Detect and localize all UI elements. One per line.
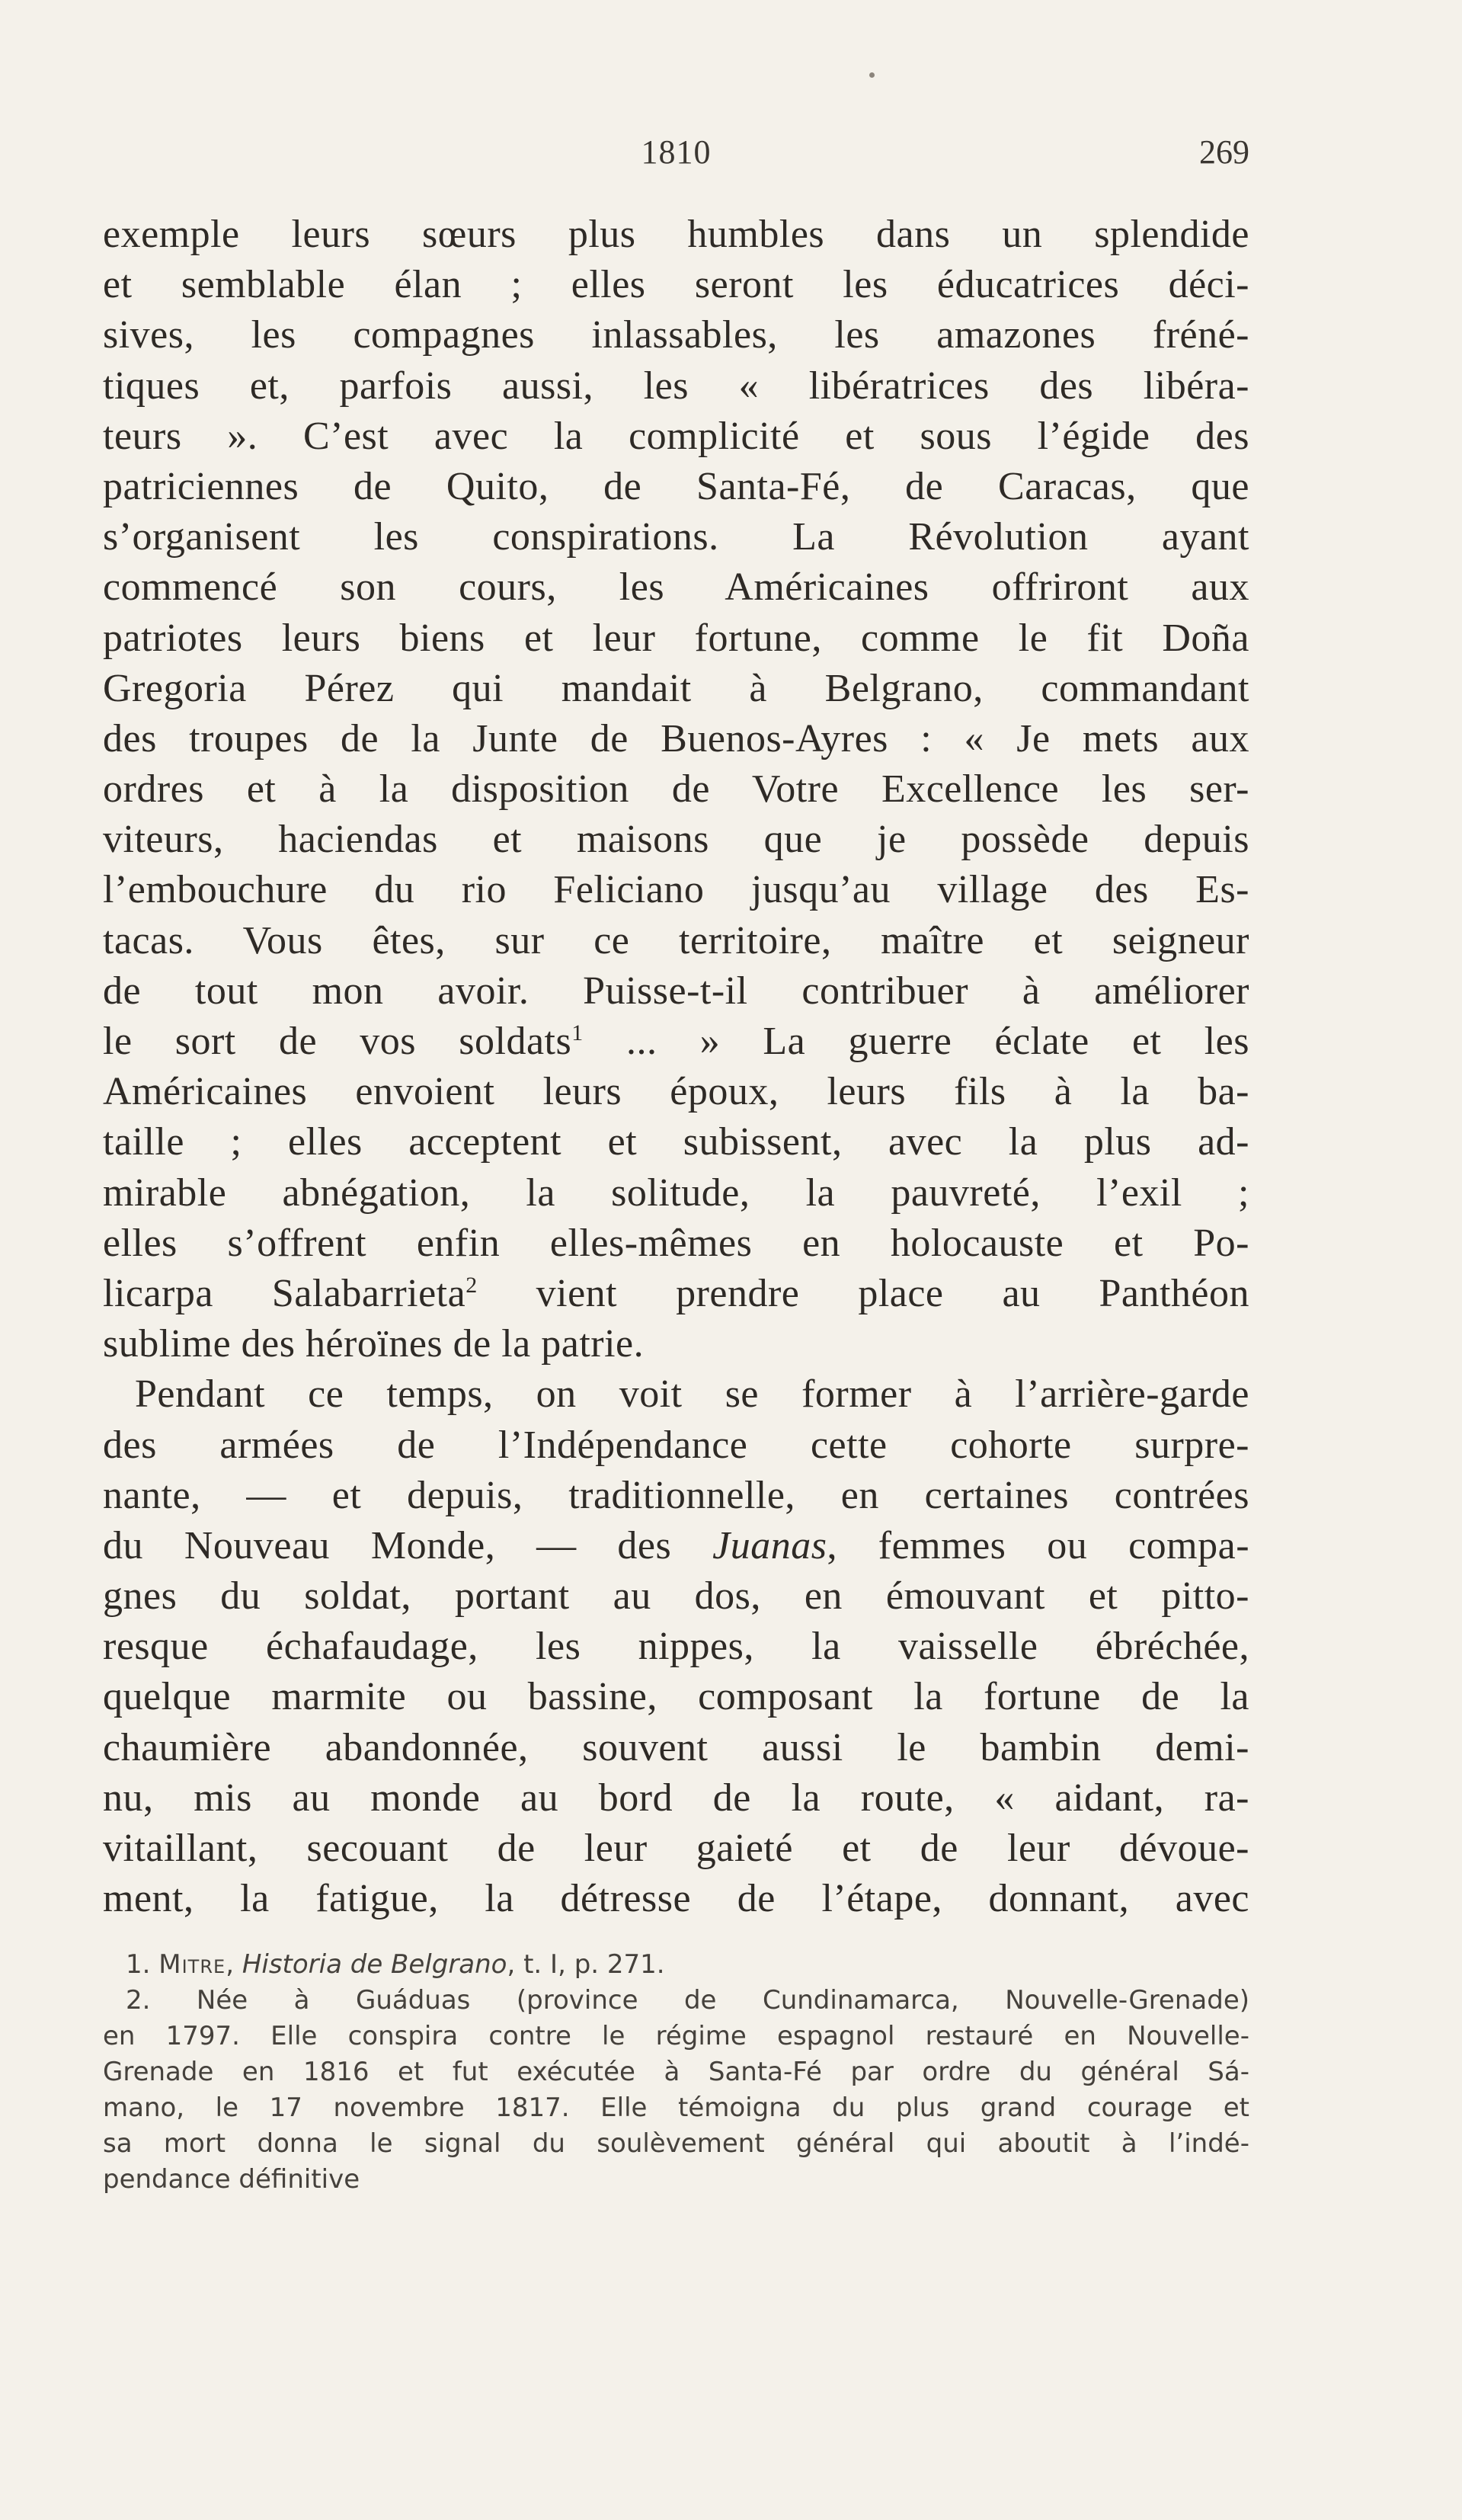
text-line: s’organisent les conspirations. La Révolution ayant — [103, 515, 1249, 559]
text-line: chaumière abandonnée, souvent aussi le bambin demi- — [103, 1725, 1249, 1769]
italic-term: Juanas — [712, 1523, 827, 1567]
footnote-2-line: mano, le 17 novembre 1817. Elle témoigna du plus grand courage et — [103, 2093, 1249, 2123]
text-segment: vient prendre place au Panthéon — [477, 1271, 1249, 1315]
text-line: commencé son cours, les Américaines offriront aux — [103, 565, 1249, 610]
text-line-italic — [103, 1521, 1249, 1571]
text-line: tiques et, parfois aussi, les « libératrices des libéra- — [103, 363, 1249, 408]
text-line: resque échafaudage, les nippes, la vaisselle ébréchée, — [103, 1625, 1249, 1669]
footnote-2-line: 2. Née à Guáduas (province de Cundinamarca, Nouvelle-Grenade) — [126, 1985, 1249, 2016]
text-line: nante, — et depuis, traditionnelle, en certaines contrées — [103, 1473, 1249, 1517]
footnote-rest: , t. I, p. 271. — [507, 1949, 665, 1980]
paragraph-start-line: Pendant ce temps, on voit se former à l’arrière-garde — [135, 1372, 1249, 1417]
text-line: l’embouchure du rio Feliciano jusqu’au village des Es- — [103, 868, 1249, 912]
text-line: viteurs, haciendas et maisons que je possède depuis — [103, 818, 1249, 862]
text-line: patriciennes de Quito, de Santa-Fé, de Caracas, que — [103, 464, 1249, 508]
footnote-2-line: Grenade en 1816 et fut exécutée à Santa-Fé par ordre du général Sá- — [103, 2057, 1249, 2087]
text-line-footnote-ref-1 — [103, 1017, 1249, 1067]
footnote-ref-1[interactable]: 1 — [571, 1020, 584, 1045]
text-line: sublime des héroïnes de la patrie. — [103, 1322, 645, 1366]
main-text — [103, 210, 1249, 1924]
text-line: des troupes de la Junte de Buenos-Ayres : « Je mets aux — [103, 716, 1249, 760]
text-line: quelque marmite ou bassine, composant la fortune de la — [103, 1675, 1249, 1719]
footnotes — [103, 1947, 1249, 2198]
text-line: patriotes leurs biens et leur fortune, comme le fit Doña — [103, 616, 1249, 660]
footnote-2-line: sa mort donna le signal du soulèvement général qui aboutit à l’indé- — [103, 2128, 1249, 2159]
text-line: taille ; elles acceptent et subissent, avec la plus ad- — [103, 1120, 1249, 1164]
footnote-2-line: en 1797. Elle conspira contre le régime espagnol restauré en Nouvelle- — [103, 2021, 1249, 2051]
text-line: des armées de l’Indépendance cette cohorte surpre- — [103, 1423, 1249, 1467]
footnote-number: 1. — [126, 1949, 151, 1980]
text-line: elles s’offrent enfin elles-mêmes en holocauste et Po- — [103, 1221, 1249, 1265]
footnote-title: Historia de Belgrano — [242, 1949, 507, 1980]
text-line: ment, la fatigue, la détresse de l’étape, donnant, avec — [103, 1877, 1249, 1921]
text-line: exemple leurs sœurs plus humbles dans un splendide — [103, 213, 1249, 256]
text-line: teurs ». C’est avec la complicité et sous l’égide des — [103, 414, 1249, 458]
text-line: nu, mis au monde au bord de la route, « aidant, ra- — [103, 1776, 1249, 1820]
text-line: Gregoria Pérez qui mandait à Belgrano, commandant — [103, 666, 1249, 710]
text-line: et semblable élan ; elles seront les éducatrices déci- — [103, 263, 1249, 307]
text-line: vitaillant, secouant de leur gaieté et de leur dévoue- — [103, 1827, 1249, 1870]
text-segment: du Nouveau Monde, — des — [103, 1523, 672, 1567]
page-header — [103, 130, 1249, 175]
text-segment: le sort de vos soldats — [103, 1020, 572, 1063]
footnote-2-line: pendance définitive — [103, 2164, 360, 2195]
ink-speck — [869, 72, 875, 78]
text-line: sives, les compagnes inlassables, les amazones fréné- — [103, 313, 1249, 357]
text-segment: , femmes ou compa- — [827, 1523, 1249, 1567]
text-line: Américaines envoient leurs époux, leurs fils à la ba- — [103, 1070, 1249, 1114]
footnote-ref-2[interactable]: 2 — [465, 1272, 478, 1298]
text-line: tacas. Vous êtes, sur ce territoire, maître et seigneur — [103, 918, 1249, 962]
text-line: de tout mon avoir. Puisse-t-il contribuer à améliorer — [103, 969, 1249, 1013]
text-line: gnes du soldat, portant au dos, en émouvant et pitto- — [103, 1574, 1249, 1619]
footnote-author: Mitre — [158, 1949, 226, 1980]
running-title: 1810 — [641, 133, 712, 171]
text-line: ordres et à la disposition de Votre Excellence les ser- — [103, 767, 1249, 812]
text-segment: ... » La guerre éclate et les — [583, 1020, 1249, 1063]
text-line: mirable abnégation, la solitude, la pauvreté, l’exil ; — [103, 1170, 1249, 1215]
page-number: 269 — [1199, 133, 1249, 171]
text-segment: licarpa Salabarrieta — [103, 1271, 466, 1315]
text-line-footnote-ref-2 — [103, 1269, 1249, 1319]
footnote-1: 1. Mitre, Historia de Belgrano, t. I, p. 271. — [126, 1949, 665, 1980]
